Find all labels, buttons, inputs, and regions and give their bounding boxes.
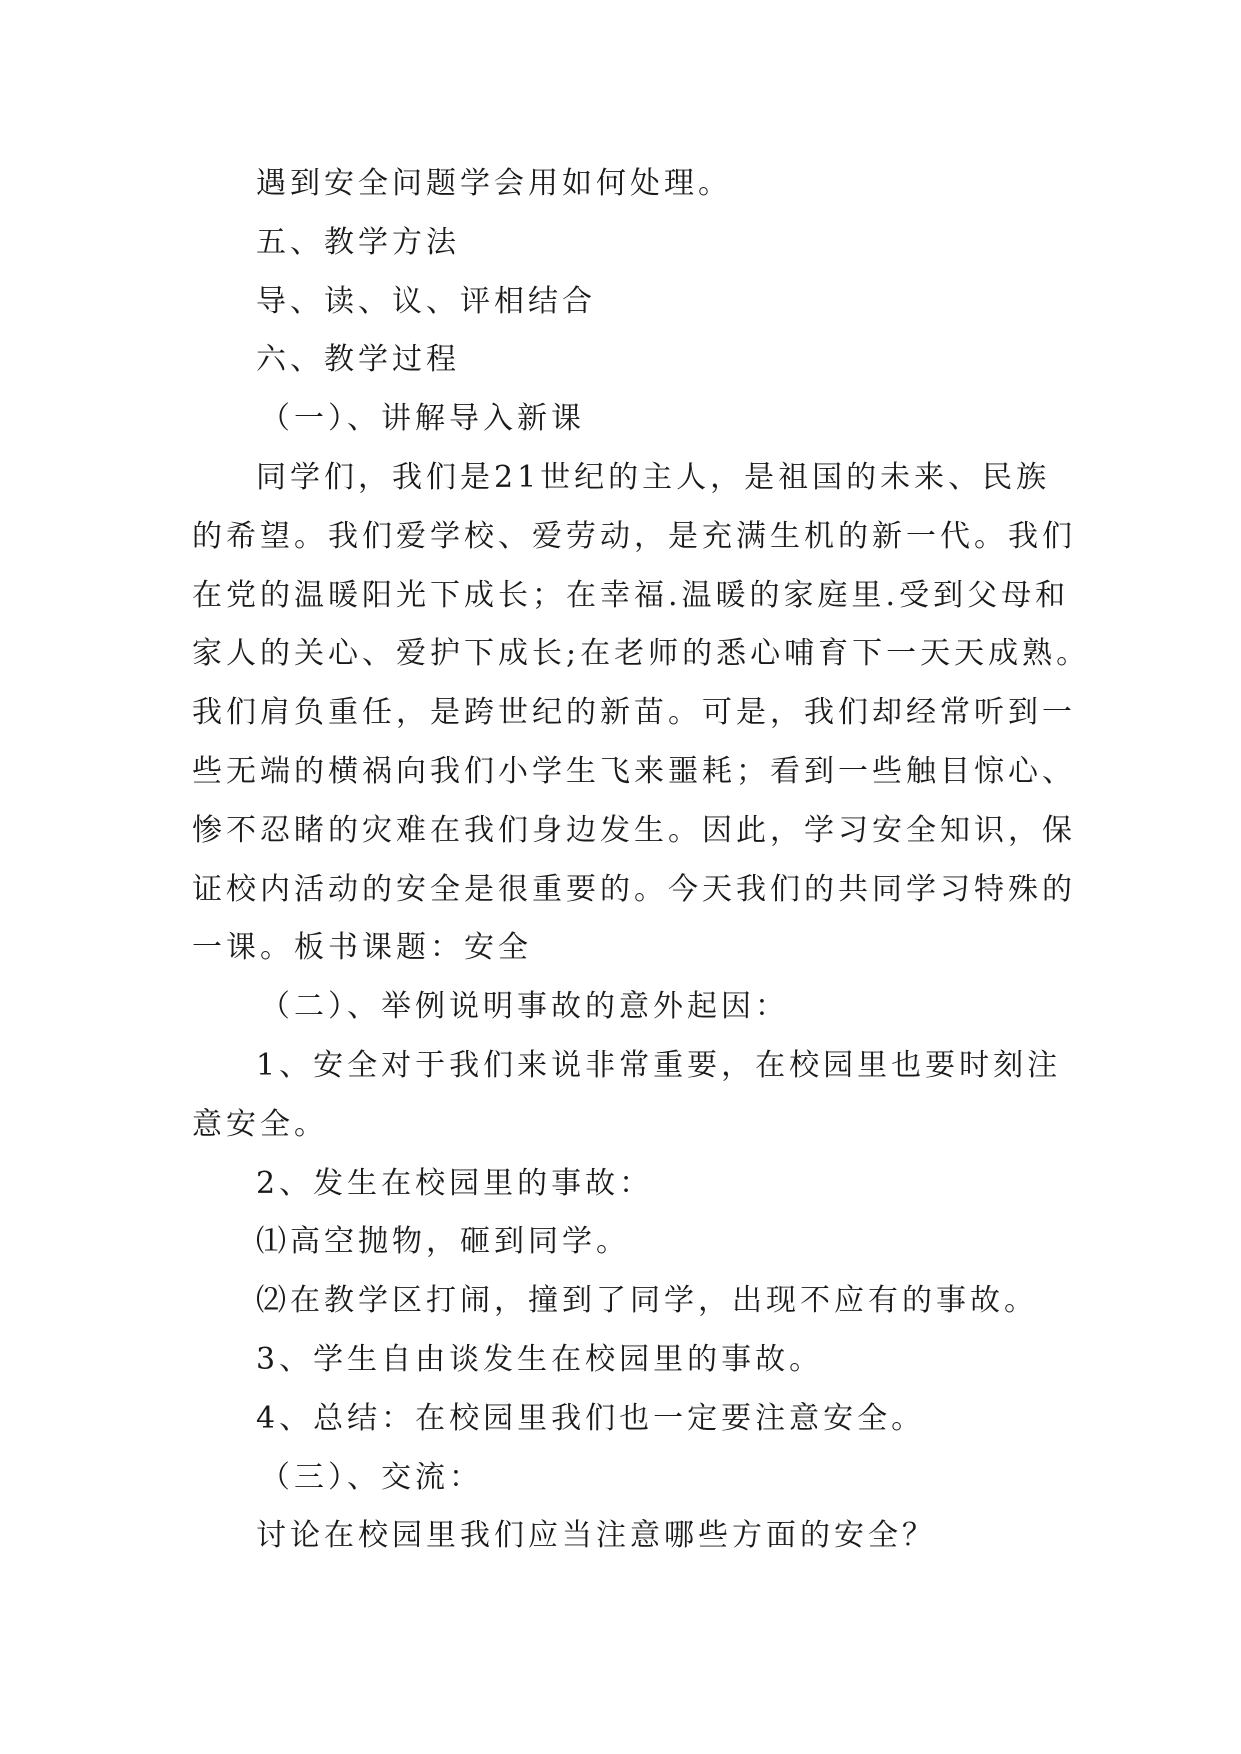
paragraph-line: 惨不忍睹的灾难在我们身边发生。因此，学习安全知识，保: [192, 812, 1076, 848]
list-item: 3、学生自由谈发生在校园里的事故。: [256, 1341, 824, 1377]
text-line: 遇到安全问题学会用如何处理。: [256, 166, 732, 201]
list-item: 1、安全对于我们来说非常重要，在校园里也要时刻注: [256, 1047, 1062, 1083]
list-item-continuation: 意安全。: [192, 1106, 328, 1142]
text-line: 导、读、议、评相结合: [256, 283, 596, 319]
subsection-heading: （三）、交流：: [260, 1459, 483, 1495]
text-line: 讨论在校园里我们应当注意哪些方面的安全？: [256, 1518, 936, 1554]
paragraph-line: 证校内活动的安全是很重要的。今天我们的共同学习特殊的: [192, 871, 1076, 907]
sub-list-item: ⑵在教学区打闹，撞到了同学，出现不应有的事故。: [256, 1283, 1038, 1319]
section-heading: 五、教学方法: [256, 224, 460, 260]
subsection-heading: （二）、举例说明事故的意外起因：: [260, 989, 789, 1025]
subsection-heading: （一）、讲解导入新课: [260, 401, 585, 437]
paragraph-line: 在党的温暖阳光下成长；在幸福.温暖的家庭里.受到父母和: [192, 577, 1070, 613]
paragraph-line: 些无端的横祸向我们小学生飞来噩耗；看到一些触目惊心、: [192, 753, 1076, 789]
paragraph-line: 家人的关心、爱护下成长;在老师的悉心哺育下一天天成熟。: [192, 636, 1091, 672]
list-item: 4、总结：在校园里我们也一定要注意安全。: [256, 1400, 926, 1436]
paragraph-line: 同学们，我们是21世纪的主人，是祖国的未来、民族: [256, 459, 1051, 495]
section-heading: 六、教学过程: [256, 342, 460, 378]
list-item: 2、发生在校园里的事故：: [256, 1165, 654, 1201]
document-body: [192, 155, 1091, 1566]
paragraph-line: 一课。板书课题：安全: [192, 930, 532, 966]
paragraph-line: 的希望。我们爱学校、爱劳动，是充满生机的新一代。我们: [192, 518, 1076, 554]
sub-list-item: ⑴高空抛物，砸到同学。: [256, 1224, 630, 1260]
paragraph-line: 我们肩负重任，是跨世纪的新苗。可是，我们却经常听到一: [192, 695, 1076, 731]
